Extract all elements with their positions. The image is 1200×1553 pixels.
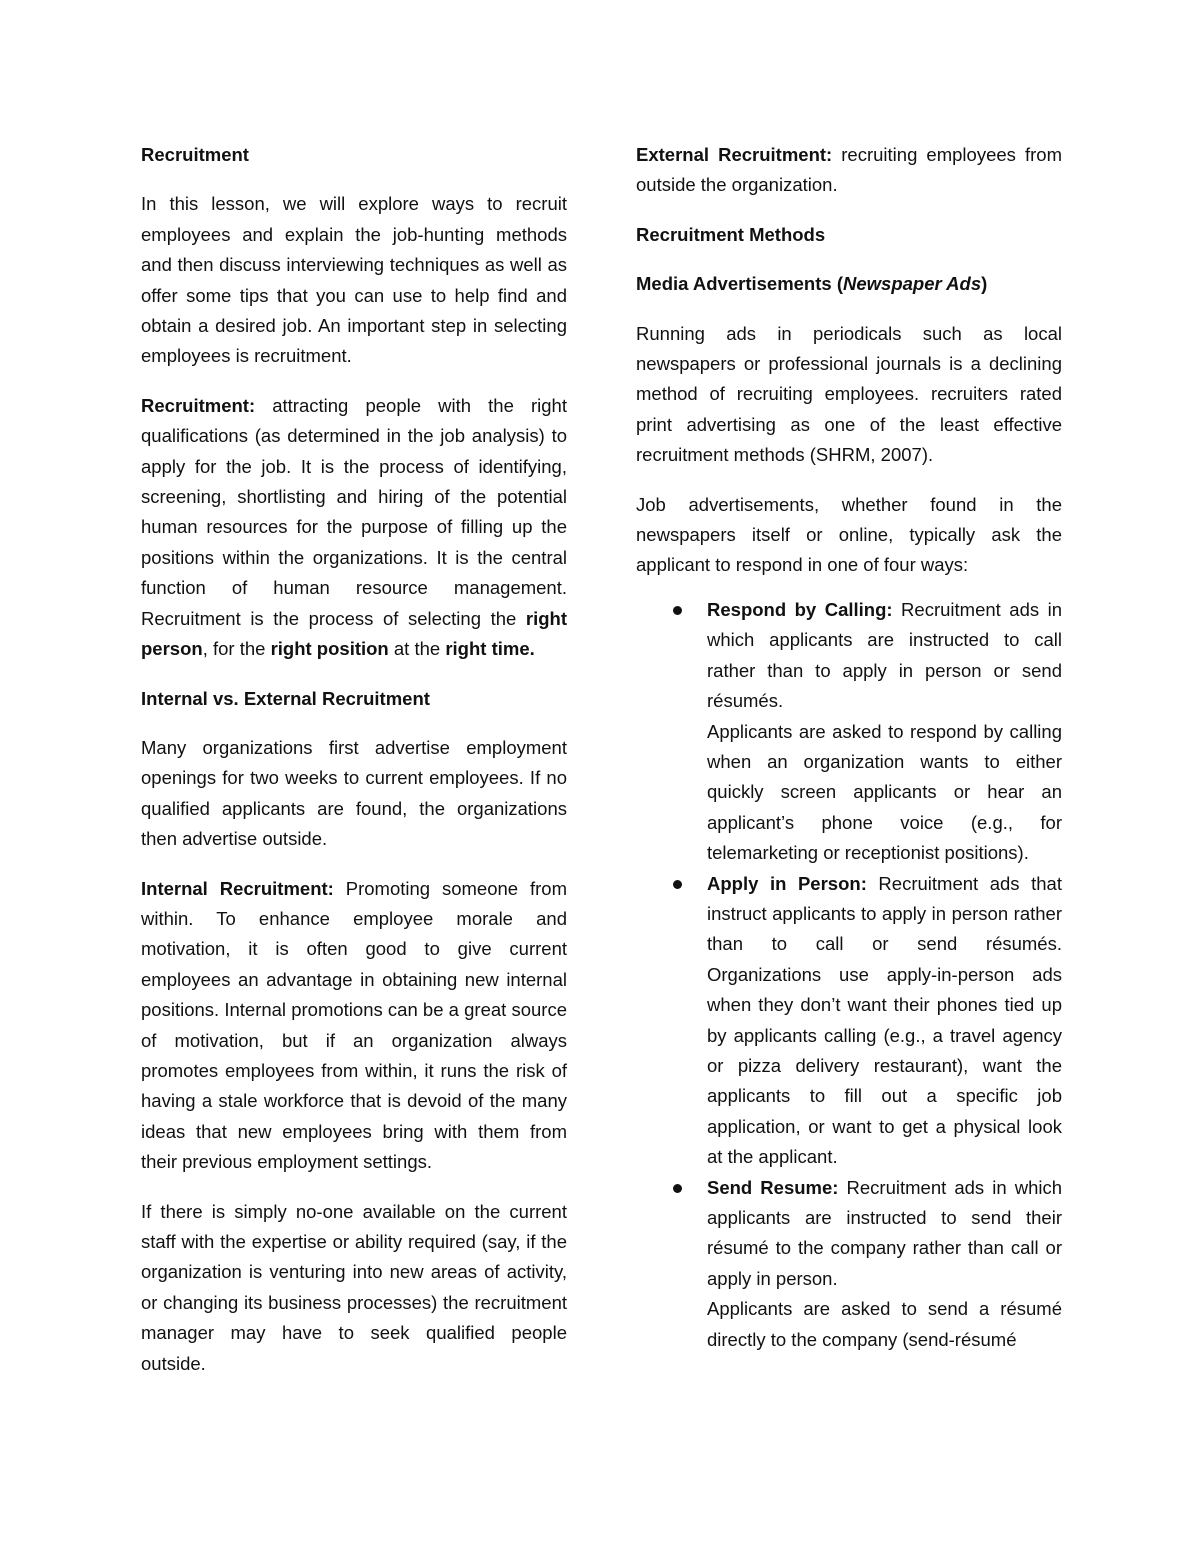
- internal-recruitment-paragraph: [141, 874, 567, 1178]
- recruitment-definition: [141, 391, 567, 665]
- list-item: [636, 595, 1062, 869]
- bullet-body: Recruitment ads in which applicants are instructed to call rather than to apply in person or send résumés.: [707, 598, 1063, 712]
- bullet-body: Recruitment ads that instruct applicants to apply in person rather than to call or send résumés. Organizations use apply-in-person ads when they don’t want their phones tied up by applicants calling (e.g., a travel agency or pizza delivery restaurant), want the applicants to fill out a specific job application, or want to get a physical look at the applicant.: [707, 872, 1062, 1168]
- definition-text-3: at the: [388, 638, 446, 660]
- many-organizations-paragraph: Many organizations first advertise employment openings for two weeks to current employees. If no qualified applicants are found, the organizations then advertise outside.: [141, 736, 567, 850]
- bullet-body: Recruitment ads in which applicants are instructed to send their résumé to the company rather than call or apply in person.: [707, 1176, 1063, 1289]
- internal-recruitment-text: Promoting someone from within. To enhance employee morale and motivation, it is often good to give current employees an advantage in obtaining new internal positions. Internal promotions can be a great source of motivation, but if an organization always promotes employees from within, it runs the risk of having a stale workforce that is devoid of the many ideas that new employees bring with them from their previous employment settings.: [141, 877, 568, 1173]
- definition-bold-1: right person: [141, 607, 567, 660]
- no-one-available-paragraph: If there is simply no-one available on the current staff with the expertise or ability required (say, if the organization is venturing into new areas of activity, or changing its business processes) the recruitment manager may have to seek qualified people outside.: [141, 1200, 567, 1374]
- definition-bold-2: right position: [270, 638, 389, 660]
- job-advertisements-paragraph: Job advertisements, whether found in the newspapers itself or online, typically ask the applicant to respond in one of four ways:: [636, 493, 1062, 576]
- internal-recruitment-term: Internal Recruitment:: [141, 877, 334, 899]
- list-item: [636, 1173, 1062, 1355]
- bullet-term: Send Resume:: [707, 1176, 839, 1198]
- bullet-text: [707, 595, 1062, 717]
- bullet-icon: [673, 606, 682, 615]
- intro-paragraph: In this lesson, we will explore ways to recruit employees and explain the job-hunting methods and then discuss interviewing techniques as well as offer some tips that you can use to help find and obtain a desired job. An important step in selecting employees is recruitment.: [141, 193, 567, 367]
- external-recruitment-text: recruiting employees from outside the organization.: [636, 144, 1062, 196]
- bullet-extra: Applicants are asked to send a résumé directly to the company (send-résumé: [707, 1298, 1062, 1350]
- recruitment-term: Recruitment:: [141, 394, 256, 416]
- definition-text-1: attracting people with the right qualifications (as determined in the job analysis) to apply for the job. It is the process of identifying, screening, shortlisting and hiring of the potential human resources for the purpose of filling up the positions within the organizations. It is the central function of human resource management. Recruitment is the process of selecting the: [141, 394, 567, 629]
- external-recruitment-term: External Recruitment:: [636, 144, 833, 165]
- bullet-icon: [673, 880, 682, 889]
- page-title: Recruitment: [141, 144, 249, 165]
- bullet-term: Apply in Person:: [707, 872, 867, 894]
- running-ads-paragraph: Running ads in periodicals such as local newspapers or professional journals is a declining method of recruiting employees. recruiters rated print advertising as one of the least effective recruitment methods (SHRM, 2007).: [636, 322, 1062, 466]
- recruitment-methods-heading: Recruitment Methods: [636, 223, 826, 245]
- definition-text-2: , for the: [202, 638, 271, 660]
- left-column: [141, 140, 567, 1398]
- bullet-text: [707, 869, 1062, 1173]
- right-column: [636, 140, 1062, 1355]
- definition-bold-3: right time.: [445, 638, 535, 660]
- media-heading-italic: Newspaper Ads: [843, 273, 982, 295]
- external-recruitment-paragraph: [636, 140, 1062, 201]
- bullet-extra: Applicants are asked to respond by calling when an organization wants to either quickly screen applicants or hear an applicant’s phone voice (e.g., for telemarketing or receptionist positions).: [707, 720, 1062, 864]
- bullet-term: Respond by Calling:: [707, 598, 893, 620]
- response-methods-list: [636, 595, 1062, 1355]
- internal-vs-external-heading: Internal vs. External Recruitment: [141, 687, 430, 709]
- list-item: [636, 869, 1062, 1173]
- media-advertisements-heading: [636, 269, 1062, 299]
- bullet-text: [707, 1173, 1062, 1295]
- media-heading-text: Media Advertisements (: [636, 273, 843, 295]
- media-heading-close: ): [981, 273, 988, 295]
- bullet-icon: [673, 1184, 682, 1193]
